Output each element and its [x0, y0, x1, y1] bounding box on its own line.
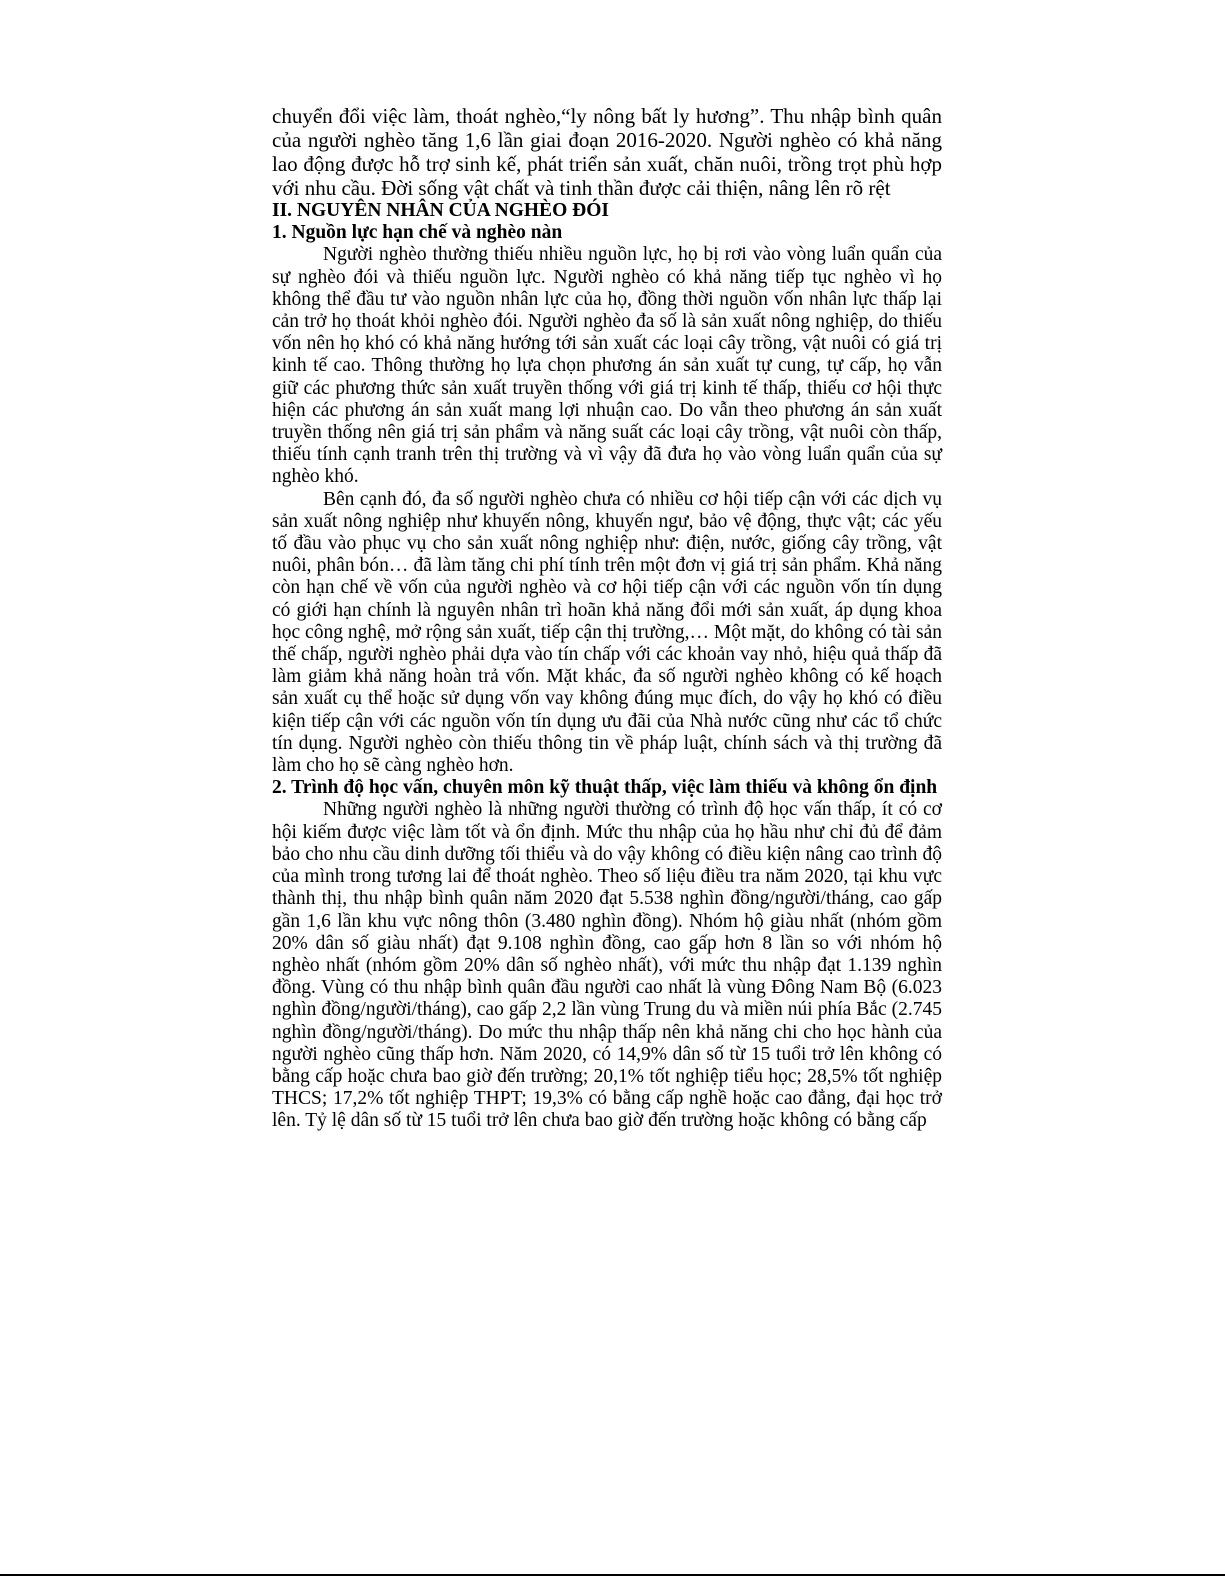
page-bottom-rule [0, 1574, 1225, 1576]
body-paragraph: Người nghèo thường thiếu nhiều nguồn lực, họ bị rơi vào vòng luẩn quẩn của sự nghèo đói và thiếu nguồn lực. Người nghèo có khả năng tiếp tục nghèo vì họ không thể đầu tư vào nguồn nhân lực của họ, đồng thời nguồn vốn nhân lực thấp lại cản trở họ thoát khỏi nghèo đói. Người nghèo đa số là sản xuất nông nghiệp, do thiếu vốn nên họ khó có khả năng hướng tới sản xuất các loại cây trồng, vật nuôi có giá trị kinh tế cao. Thông thường họ lựa chọn phương án sản xuất tự cung, tự cấp, họ vẫn giữ các phương thức sản xuất truyền thống với giá trị kinh tế thấp, thiếu cơ hội thực hiện các phương án sản xuất mang lợi nhuận cao. Do vẫn theo phương án sản xuất truyền thống nên giá trị sản phẩm và năng suất các loại cây trồng, vật nuôi còn thấp, thiếu tính cạnh tranh trên thị trường và vì vậy đã đưa họ vào vòng luẩn quẩn của sự nghèo khó. [272, 244, 942, 488]
body-paragraph: Những người nghèo là những người thường có trình độ học vấn thấp, ít có cơ hội kiếm được việc làm tốt và ổn định. Mức thu nhập của họ hầu như chỉ đủ để đảm bảo cho nhu cầu dinh dưỡng tối thiểu và do vậy không có điều kiện nâng cao trình độ của mình trong tương lai để thoát nghèo. Theo số liệu điều tra năm 2020, tại khu vực thành thị, thu nhập bình quân năm 2020 đạt 5.538 nghìn đồng/người/tháng, cao gấp gần 1,6 lần khu vực nông thôn (3.480 nghìn đồng). Nhóm hộ giàu nhất (nhóm gồm 20% dân số giàu nhất) đạt 9.108 nghìn đồng, cao gấp hơn 8 lần so với nhóm hộ nghèo nhất (nhóm gồm 20% dân số nghèo nhất), với mức thu nhập đạt 1.139 nghìn đồng. Vùng có thu nhập bình quân đầu người cao nhất là vùng Đông Nam Bộ (6.023 nghìn đồng/người/tháng), cao gấp 2,2 lần vùng Trung du và miền núi phía Bắc (2.745 nghìn đồng/người/tháng). Do mức thu nhập thấp nên khả năng chi cho học hành của người nghèo cũng thấp hơn. Năm 2020, có 14,9% dân số từ 15 tuổi trở lên không có bằng cấp hoặc chưa bao giờ đến trường; 20,1% tốt nghiệp tiểu học; 28,5% tốt nghiệp THCS; 17,2% tốt nghiệp THPT; 19,3% có bằng cấp nghề hoặc cao đẳng, đại học trở lên. Tỷ lệ dân số từ 15 tuổi trở lên chưa bao giờ đến trường hoặc không có bằng cấp [272, 799, 942, 1132]
document-body [272, 104, 942, 1133]
body-paragraph: Bên cạnh đó, đa số người nghèo chưa có nhiều cơ hội tiếp cận với các dịch vụ sản xuất nông nghiệp như khuyến nông, khuyến ngư, bảo vệ động, thực vật; các yếu tố đầu vào phục vụ cho sản xuất nông nghiệp như: điện, nước, giống cây trồng, vật nuôi, phân bón… đã làm tăng chi phí tính trên một đơn vị giá trị sản phẩm. Khả năng còn hạn chế về vốn của người nghèo và cơ hội tiếp cận với các nguồn vốn tín dụng có giới hạn chính là nguyên nhân trì hoãn khả năng đổi mới sản xuất, áp dụng khoa học công nghệ, mở rộng sản xuất, tiếp cận thị trường,… Một mặt, do không có tài sản thế chấp, người nghèo phải dựa vào tín chấp với các khoản vay nhỏ, hiệu quả thấp đã làm giảm khả năng hoàn trả vốn. Mặt khác, đa số người nghèo không có kế hoạch sản xuất cụ thể hoặc sử dụng vốn vay không đúng mục đích, do vậy họ khó có điều kiện tiếp cận với các nguồn vốn tín dụng ưu đãi của Nhà nước cũng như các tổ chức tín dụng. Người nghèo còn thiếu thông tin về pháp luật, chính sách và thị trường đã làm cho họ sẽ càng nghèo hơn. [272, 488, 942, 777]
section-heading: II. NGUYÊN NHÂN CỦA NGHÈO ĐÓI [272, 200, 609, 221]
intro-paragraph: chuyển đổi việc làm, thoát nghèo,“ly nông bất ly hương”. Thu nhập bình quân của người nghèo tăng 1,6 lần giai đoạn 2016-2020. Người nghèo có khả năng lao động được hỗ trợ sinh kế, phát triển sản xuất, chăn nuôi, trồng trọt phù hợp với nhu cầu. Đời sống vật chất và tinh thần được cải thiện, nâng lên rõ rệt [272, 104, 942, 200]
subsection-1-title: 1. Nguồn lực hạn chế và nghèo nàn [272, 222, 563, 244]
subsection-2-title: 2. Trình độ học vấn, chuyên môn kỹ thuật thấp, việc làm thiếu và không ổn định [272, 777, 938, 799]
